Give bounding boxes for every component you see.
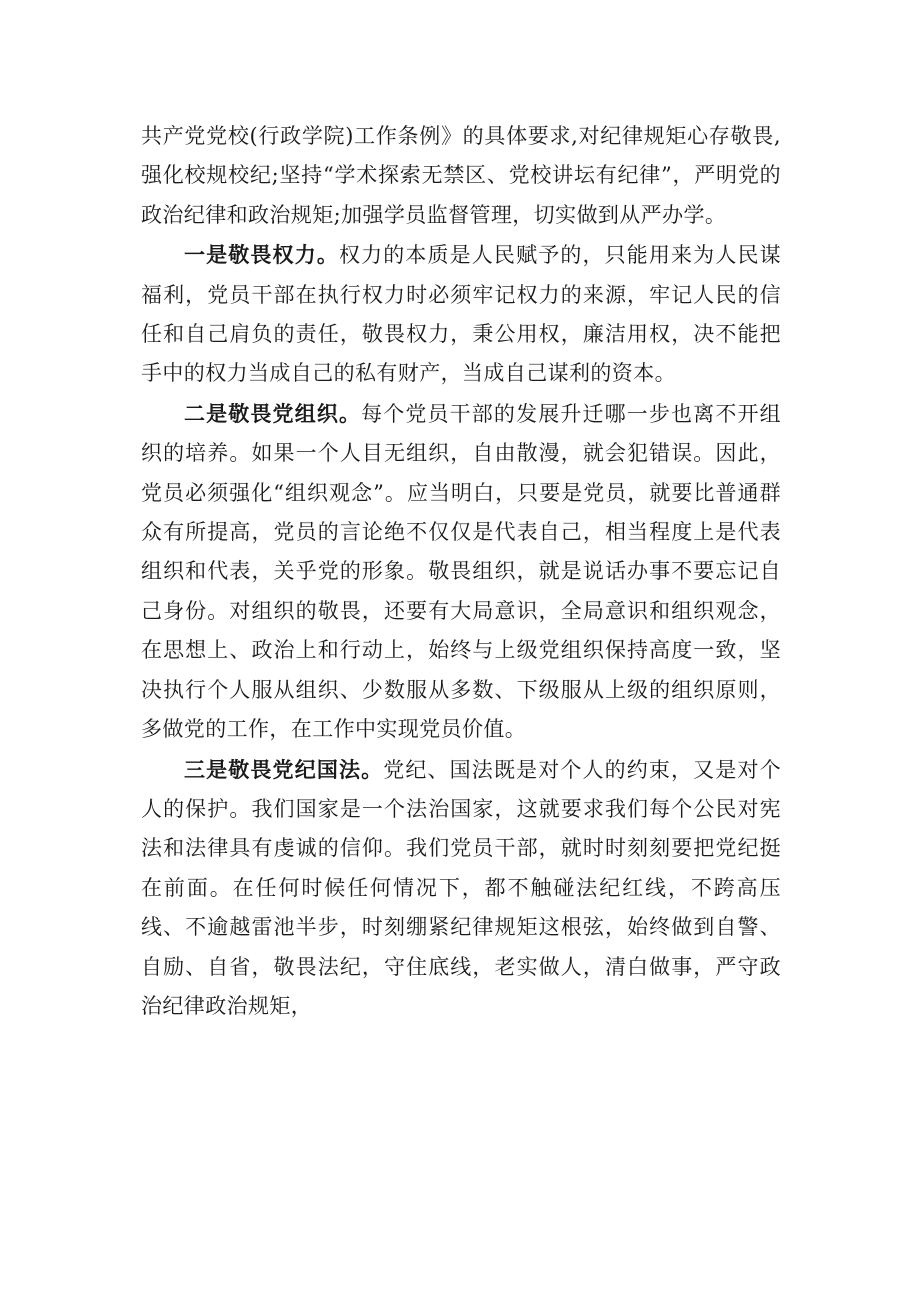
paragraph-text: 党纪、国法既是对个人的约束，又是对个人的保护。我们国家是一个法治国家，这就要求我们每个公民对宪法和法律具有虔诚的信仰。我们党员干部，就时时刻刻要把党纪挺在前面。在任何时候任何情况下，都不触碰法纪红线，不跨高压线、不逾越雷池半步，时刻绷紧纪律规矩这根弦，始终做到自警、自励、自省，敬畏法纪，守住底线，老实做人，清白做事，严守政治纪律政治规矩， (141, 757, 781, 1018)
paragraph-text: 权力的本质是人民赋予的，只能用来为人民谋福利，党员干部在执行权力时必须牢记权力的来源，牢记人民的信任和自己肩负的责任，敬畏权力，秉公用权，廉洁用权，决不能把手中的权力当成自己的私有财产，当成自己谋利的资本。 (141, 243, 781, 386)
paragraph-lead: 二是敬畏党组织。 (184, 400, 362, 426)
paragraph-text: 共产党党校(行政学院)工作条例》的具体要求,对纪律规矩心存敬畏,强化校规校纪;坚持“学术探索无禁区、党校讲坛有纪律”，严明党的政治纪律和政治规矩;加强学员监督管理，切实做到从严办学。 (141, 124, 781, 227)
paragraph-respect-organization (141, 394, 781, 750)
paragraph-respect-power (141, 235, 781, 394)
paragraph-continuation (141, 117, 781, 235)
paragraph-lead: 三是敬畏党纪国法。 (184, 756, 384, 782)
document-body (141, 117, 781, 1026)
paragraph-respect-law (141, 750, 781, 1027)
paragraph-lead: 一是敬畏权力。 (184, 242, 339, 268)
paragraph-text: 每个党员干部的发展升迁哪一步也离不开组织的培养。如果一个人目无组织，自由散漫，就会犯错误。因此，党员必须强化“组织观念”。应当明白，只要是党员，就要比普通群众有所提高，党员的言论绝不仅仅是代表自己，相当程度上是代表组织和代表，关乎党的形象。敬畏组织，就是说话办事不要忘记自己身份。对组织的敬畏，还要有大局意识，全局意识和组织观念，在思想上、政治上和行动上，始终与上级党组织保持高度一致，坚决执行个人服从组织、少数服从多数、下级服从上级的组织原则，多做党的工作，在工作中实现党员价值。 (141, 401, 781, 742)
